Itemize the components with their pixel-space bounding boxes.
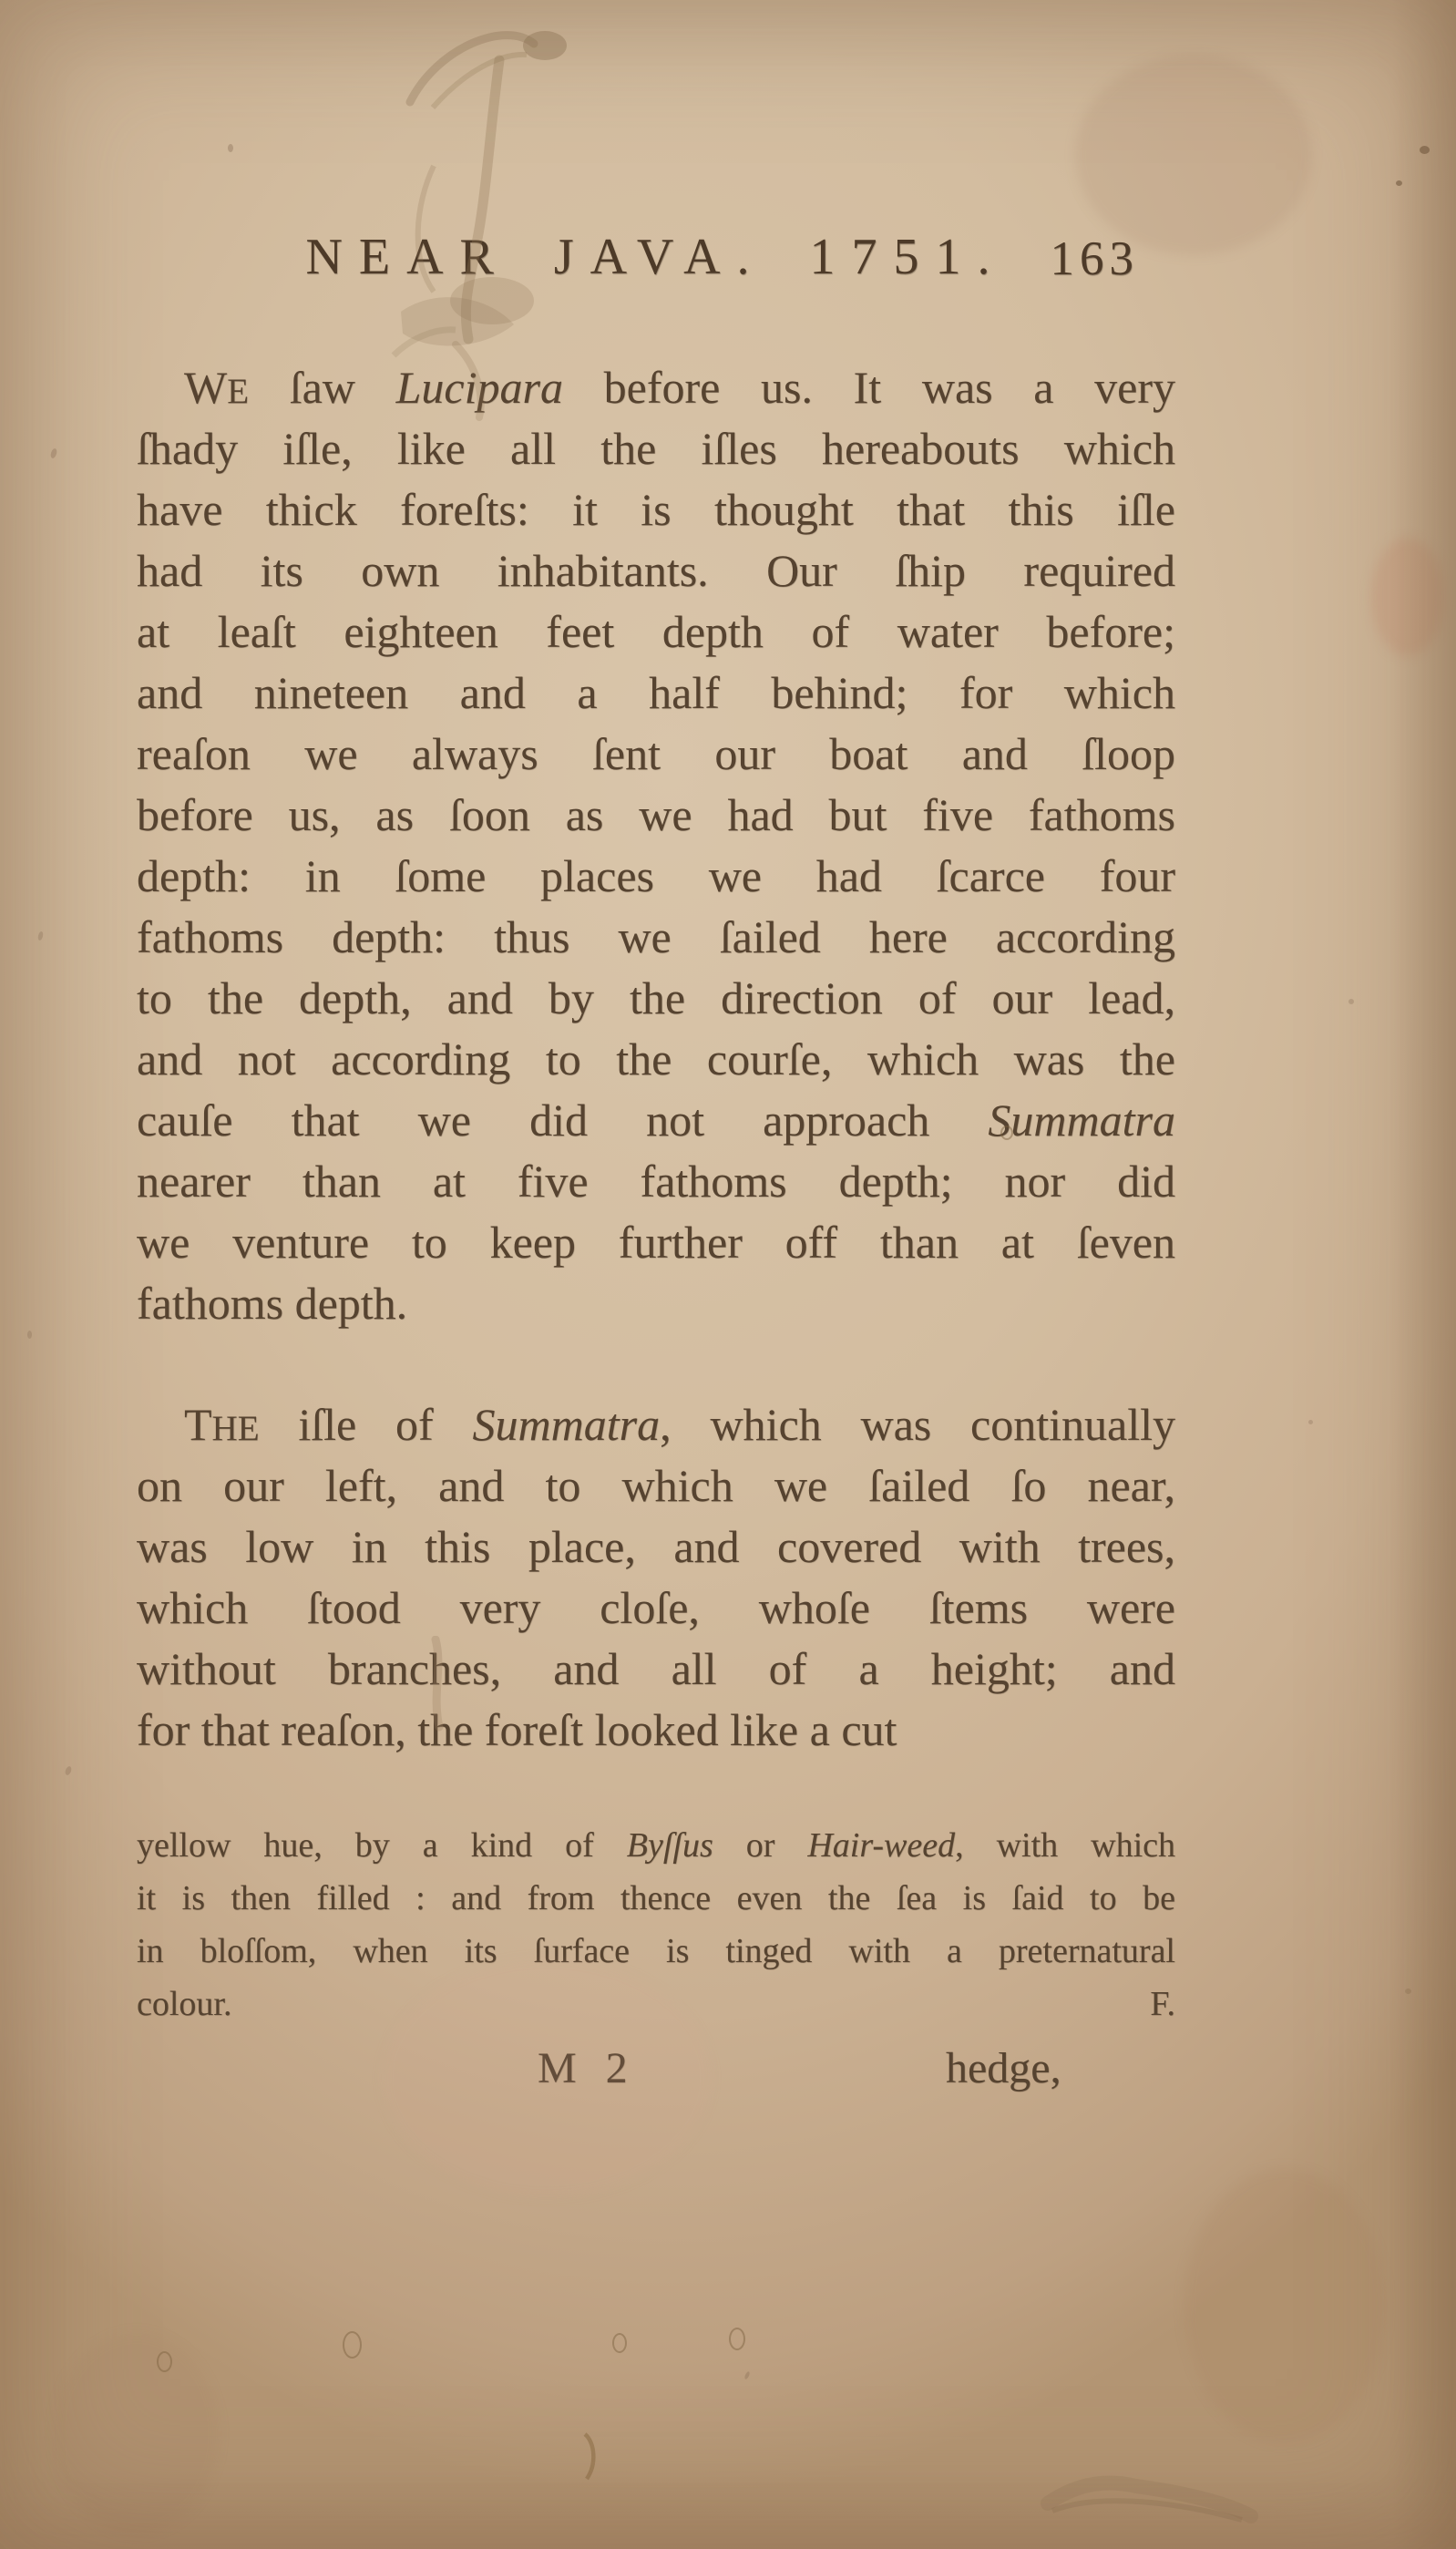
text-segment: fathoms depth: thus we ſailed here according (137, 911, 1175, 962)
text-segment: we venture to keep further off than at ſeven (137, 1217, 1175, 1268)
signature-mark: M 2 (538, 2044, 637, 2092)
page-number: 163 (1050, 232, 1139, 285)
text-line (137, 479, 1175, 540)
text-line (137, 418, 1175, 479)
text-line (137, 601, 1175, 663)
paper-speck (1420, 146, 1430, 154)
text-line (137, 1029, 1175, 1090)
paper-stain (1184, 2169, 1385, 2442)
text-segment: and nineteen and a half behind; for which (137, 667, 1175, 718)
paper-mark (729, 2328, 745, 2350)
text-segment: , which was continually (660, 1399, 1175, 1450)
page-edge-shadow-bottom (0, 2467, 1456, 2549)
paper-mark (343, 2331, 362, 2359)
paper-speck (228, 144, 233, 152)
text-segment: have thick foreſts: it is thought that this iſle (137, 484, 1175, 535)
text-segment: was low in this place, and covered with trees, (137, 1521, 1175, 1572)
text-segment: and not according to the courſe, which was the (137, 1033, 1175, 1084)
text-line (137, 785, 1175, 846)
text-line (137, 663, 1175, 724)
text-segment: without branches, and all of a height; and (137, 1643, 1175, 1694)
text-segment: E (227, 372, 250, 411)
text-segment: cauſe that we did not approach (137, 1095, 989, 1146)
text-segment: colour. F. (137, 1985, 1175, 2023)
paper-speck (1396, 180, 1402, 186)
page-edge-shadow-right (1392, 0, 1456, 2549)
text-segment: nearer than at five fathoms depth; nor did (137, 1156, 1175, 1207)
paper-speck (1348, 999, 1354, 1004)
text-line (137, 1090, 1175, 1151)
text-line (137, 1455, 1175, 1516)
text-line (137, 968, 1175, 1029)
text-line (137, 724, 1175, 785)
text-segment: T (184, 1399, 212, 1450)
running-title: NEAR JAVA. 1751. (305, 229, 1007, 285)
text-line (137, 1872, 1175, 1925)
text-line (137, 1819, 1175, 1872)
text-segment: before us. It was a very (562, 362, 1175, 413)
text-segment: on our left, and to which we ſailed ſo near, (137, 1460, 1175, 1511)
text-line (137, 907, 1175, 968)
text-line (137, 1978, 1175, 2030)
text-segment: fathoms depth. (137, 1278, 408, 1329)
ink-smudge-bottom (1025, 2456, 1307, 2543)
text-segment: at leaſt eighteen feet depth of water before; (137, 606, 1175, 657)
text-line (137, 1273, 1175, 1334)
text-segment: ſhady iſle, like all the iſles hereabouts which (137, 423, 1175, 474)
paper-speck (64, 1765, 72, 1775)
ink-mark-paren (579, 2431, 603, 2482)
signature-line (137, 2043, 1175, 2100)
page-header (137, 228, 1175, 293)
paper-speck (743, 2371, 750, 2380)
text-segment: depth: in ſome places we had ſcarce four (137, 850, 1175, 901)
text-segment: Summatra (988, 1095, 1175, 1146)
footnote (137, 1819, 1175, 2030)
text-segment: W (184, 362, 228, 413)
text-segment: Lucipara (395, 362, 563, 413)
text-segment: for that reaſon, the foreſt looked like a cut (137, 1704, 897, 1755)
paragraph-1 (137, 357, 1175, 1334)
text-line (137, 1925, 1175, 1978)
text-segment: iſle of (259, 1399, 473, 1450)
paper-mark (157, 2351, 172, 2372)
paper-speck (49, 447, 57, 458)
text-line (137, 357, 1175, 418)
text-line (137, 1516, 1175, 1578)
text-segment: which ſtood very cloſe, whoſe ſtems were (137, 1582, 1175, 1633)
text-segment: HE (211, 1409, 260, 1448)
text-segment: reaſon we always ſent our boat and ſloop (137, 728, 1175, 779)
text-line (137, 1700, 1175, 1761)
paragraph-2 (137, 1394, 1175, 1761)
text-line (137, 1639, 1175, 1700)
text-segment: Summatra (472, 1399, 661, 1450)
text-segment: yellow hue, by a kind of (137, 1826, 627, 1865)
text-line (137, 540, 1175, 601)
text-line (137, 1212, 1175, 1273)
paper-speck (27, 1331, 32, 1339)
text-segment: had its own inhabitants. Our ſhip required (137, 545, 1175, 596)
paper-stain (1075, 55, 1312, 255)
text-segment: before us, as ſoon as we had but five fathoms (137, 789, 1175, 840)
text-line (137, 1151, 1175, 1212)
text-segment: or (713, 1826, 808, 1865)
paper-speck (1405, 1989, 1411, 1994)
footnote-lines (137, 1819, 1175, 2030)
text-segment: , with which (955, 1826, 1176, 1865)
paper-speck (37, 931, 44, 941)
paper-stain (1371, 538, 1444, 656)
text-line (137, 1578, 1175, 1639)
text-segment: Byſſus (626, 1826, 713, 1865)
text-line (137, 846, 1175, 907)
text-segment: to the depth, and by the direction of our lead, (137, 972, 1175, 1023)
text-line (137, 1394, 1175, 1455)
paper-mark (612, 2333, 627, 2353)
text-segment: ſaw (249, 362, 396, 413)
text-segment: it is then filled : and from thence even the ſea is ſaid to be (137, 1879, 1175, 1917)
paper-speck (1308, 1420, 1313, 1424)
paper-stain (55, 2333, 219, 2534)
catchword: hedge, (946, 2044, 1061, 2092)
text-segment: Hair-weed (807, 1826, 956, 1865)
text-segment: in bloſſom, when its ſurface is tinged with a preternatural (137, 1932, 1175, 1970)
